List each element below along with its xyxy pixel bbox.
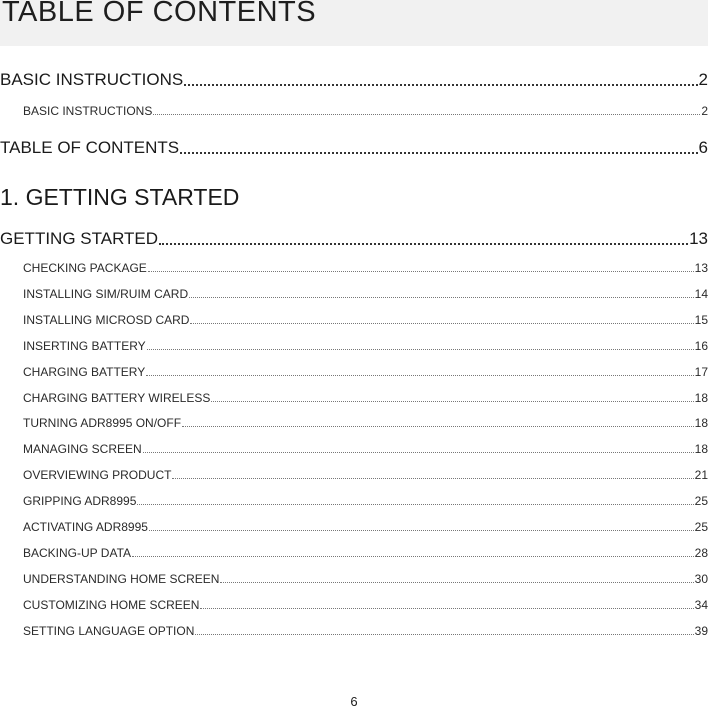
- toc-subentry-label: INSTALLING MICROSD CARD: [23, 312, 190, 327]
- dot-leader: [182, 423, 694, 427]
- toc-subentry-label: ACTIVATING ADR8995: [23, 520, 148, 534]
- dot-leader: [190, 320, 693, 324]
- toc-entry-basic-instructions[interactable]: [0, 70, 708, 90]
- toc-subentry-label: TURNING ADR8995 ON/OFF: [23, 416, 182, 431]
- dot-leader: [184, 80, 697, 86]
- page-number: 6: [350, 694, 358, 709]
- toc-subentry-label: MANAGING SCREEN: [23, 442, 142, 457]
- toc-subentry[interactable]: [23, 261, 708, 275]
- dot-leader: [132, 553, 694, 557]
- toc-subentry-page: 39: [694, 623, 708, 638]
- toc-subentry-page: 2: [701, 104, 708, 118]
- toc-subentry[interactable]: [23, 546, 708, 560]
- toc-subentry-label: BASIC INSTRUCTIONS: [23, 104, 153, 118]
- toc-subentry-page: 17: [694, 364, 708, 379]
- toc-subentry-basic-instructions[interactable]: [23, 104, 708, 118]
- toc-subentry-label: GRIPPING ADR8995: [23, 494, 137, 509]
- dot-leader: [148, 268, 694, 272]
- dot-leader: [195, 631, 693, 635]
- dot-leader: [211, 398, 693, 402]
- dot-leader: [159, 239, 688, 245]
- dot-leader: [180, 148, 697, 154]
- toc-entry-page: 2: [698, 70, 708, 89]
- dot-leader: [143, 449, 694, 453]
- toc-subentry[interactable]: [23, 598, 708, 612]
- toc-subentry[interactable]: [23, 520, 708, 534]
- toc-subentry-label: BACKING-UP DATA: [23, 545, 132, 560]
- chapter-heading: 1. GETTING STARTED: [0, 184, 240, 210]
- dot-leader: [153, 111, 700, 115]
- toc-entry-label: TABLE OF CONTENTS: [0, 138, 180, 157]
- toc-subentry-label: CHECKING PACKAGE: [23, 261, 147, 275]
- dot-leader: [137, 501, 693, 505]
- page-header: [0, 0, 708, 46]
- toc-subentry-label: UNDERSTANDING HOME SCREEN: [23, 571, 220, 586]
- dot-leader: [220, 579, 693, 583]
- toc-entry-getting-started[interactable]: [0, 229, 708, 249]
- toc-subentry-page: 25: [694, 494, 708, 509]
- dot-leader: [147, 346, 694, 350]
- toc-subentry[interactable]: [23, 287, 708, 301]
- toc-subentry-label: CHARGING BATTERY WIRELESS: [23, 390, 211, 405]
- toc-entry-page: 13: [689, 229, 708, 248]
- toc-subentry[interactable]: [23, 494, 708, 508]
- dot-leader: [172, 475, 693, 479]
- toc-entry-page: 6: [698, 138, 708, 157]
- toc-entry-table-of-contents[interactable]: [0, 138, 708, 158]
- toc-subentry[interactable]: [23, 313, 708, 327]
- toc-subentry-page: 18: [694, 442, 708, 457]
- toc-subentry-page: 21: [694, 468, 708, 483]
- toc-subentry-label: CUSTOMIZING HOME SCREEN: [23, 597, 200, 612]
- toc-subentry[interactable]: [23, 339, 708, 353]
- toc-subentry[interactable]: [23, 572, 708, 586]
- toc-subentry-page: 13: [694, 261, 708, 275]
- toc-subentry[interactable]: [23, 468, 708, 482]
- toc-entry-label: BASIC INSTRUCTIONS: [0, 70, 184, 89]
- toc-subentry-page: 25: [694, 520, 708, 534]
- dot-leader: [189, 294, 694, 298]
- toc-subentry-label: OVERVIEWING PRODUCT: [23, 468, 172, 483]
- toc-subentry-label: INSTALLING SIM/RUIM CARD: [23, 286, 189, 301]
- toc-subentry[interactable]: [23, 391, 708, 405]
- toc-subentry-page: 34: [694, 597, 708, 612]
- toc-subentry[interactable]: [23, 416, 708, 430]
- dot-leader: [200, 605, 693, 609]
- toc-subentry-page: 28: [694, 545, 708, 560]
- toc-subentry[interactable]: [23, 442, 708, 456]
- toc-subentry-page: 30: [694, 571, 708, 586]
- toc-subentry-label: SETTING LANGUAGE OPTION: [23, 623, 195, 638]
- page-title: TABLE OF CONTENTS: [2, 0, 317, 28]
- toc-subentry-page: 14: [694, 286, 708, 301]
- toc-subentry-label: CHARGING BATTERY: [23, 364, 146, 379]
- toc-subentry-label: INSERTING BATTERY: [23, 338, 146, 353]
- dot-leader: [146, 372, 693, 376]
- dot-leader: [149, 527, 694, 531]
- toc-subentry[interactable]: [23, 624, 708, 638]
- toc-subentry-page: 16: [694, 338, 708, 353]
- toc-entry-label: GETTING STARTED: [0, 229, 159, 248]
- toc-subentry-page: 15: [694, 312, 708, 327]
- toc-subentry[interactable]: [23, 365, 708, 379]
- toc-subentry-page: 18: [694, 390, 708, 405]
- toc-subentry-page: 18: [694, 416, 708, 431]
